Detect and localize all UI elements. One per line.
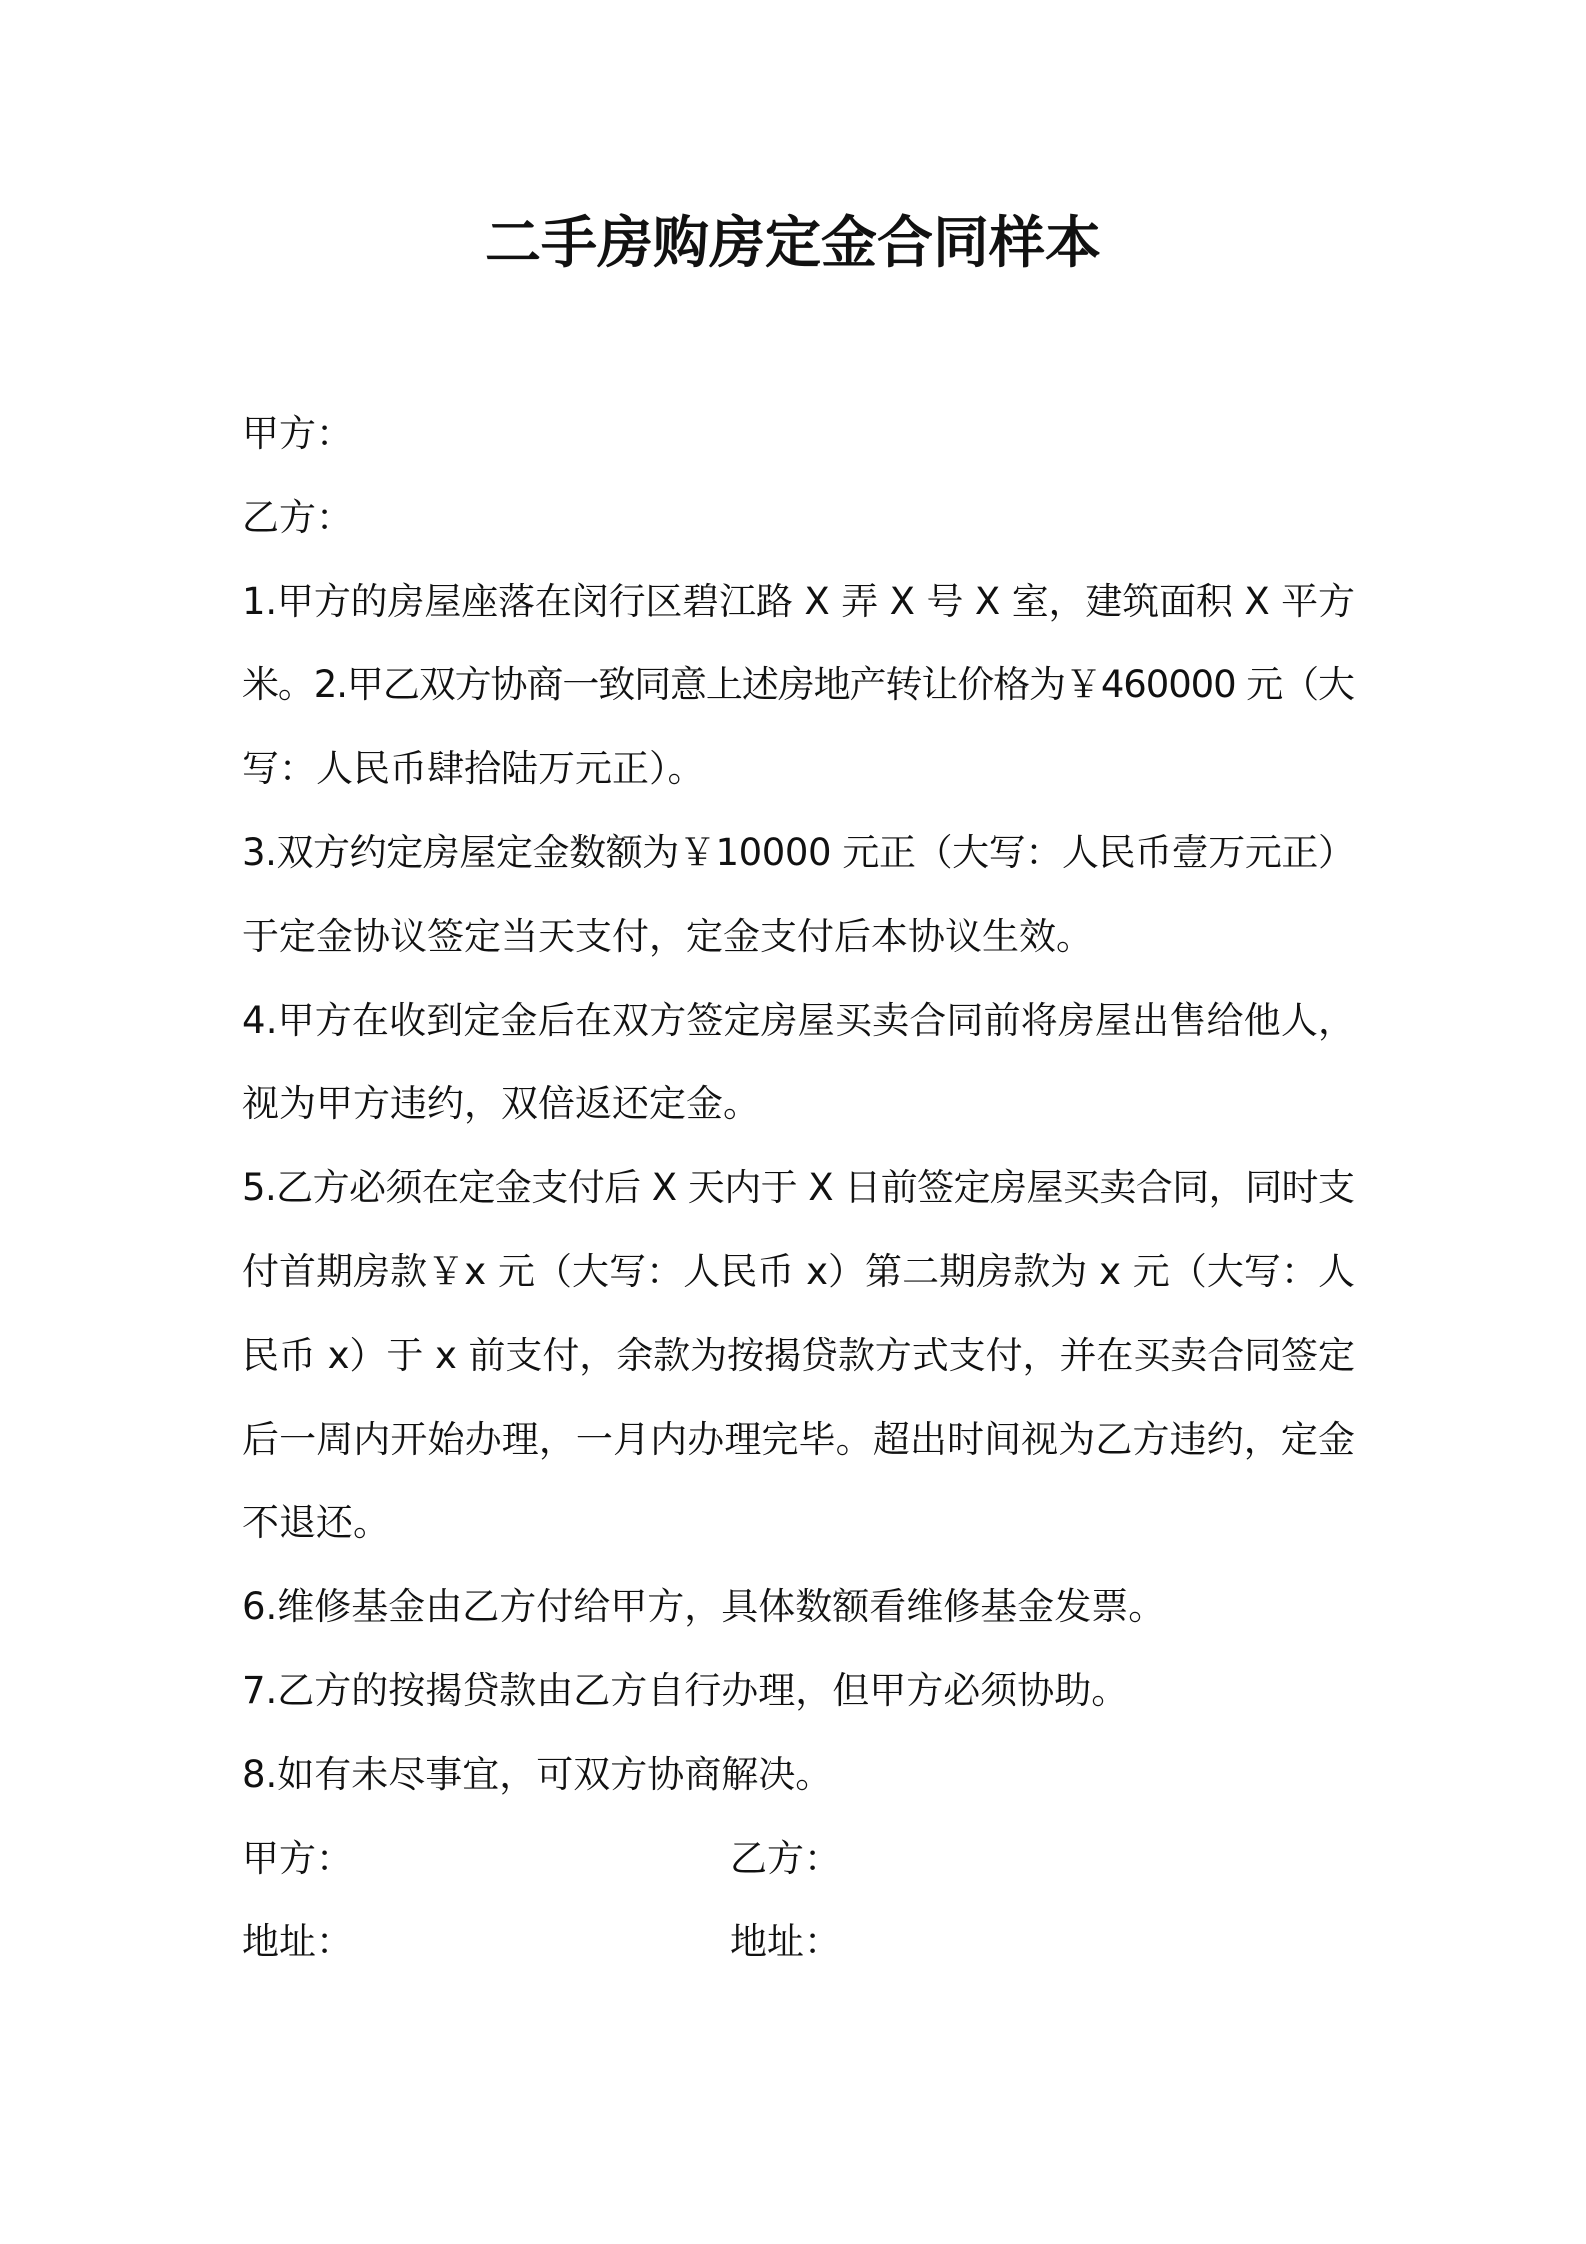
clause-line: 5.乙方必须在定金支付后 X 天内于 X 日前签定房屋买卖合同，同时支 xyxy=(242,1166,1355,1210)
clause-8 xyxy=(242,1733,1355,1817)
clause-line: 付首期房款￥x 元（大写：人民币 x）第二期房款为 x 元（大写：人 xyxy=(242,1249,1356,1293)
clause-line: 不退还。 xyxy=(242,1501,390,1545)
clause-line: 1.甲方的房屋座落在闵行区碧江路 X 弄 X 号 X 室，建筑面积 X 平方 xyxy=(242,579,1355,623)
clause-5 xyxy=(242,1146,1355,1565)
party-b-label: 乙方： xyxy=(242,495,353,539)
signature-row-address xyxy=(242,1900,1355,1984)
clause-line: 民币 x）于 x 前支付，余款为按揭贷款方式支付，并在买卖合同签定 xyxy=(242,1333,1355,1377)
signature-party-b: 乙方： xyxy=(730,1836,841,1880)
clause-line: 8.如有未尽事宜，可双方协商解决。 xyxy=(242,1752,833,1796)
signature-party-a: 甲方： xyxy=(242,1836,353,1880)
clause-line: 6.维修基金由乙方付给甲方，具体数额看维修基金发票。 xyxy=(242,1585,1166,1629)
signature-row-party xyxy=(242,1817,1355,1901)
clause-4 xyxy=(242,979,1355,1147)
clause-line: 4.甲方在收到定金后在双方签定房屋买卖合同前将房屋出售给他人， xyxy=(242,998,1356,1042)
clause-line: 后一周内开始办理，一月内办理完毕。超出时间视为乙方违约，定金 xyxy=(242,1417,1356,1461)
document-body xyxy=(242,392,1355,1984)
clause-line: 米。2.甲乙双方协商一致同意上述房地产转让价格为￥460000 元（大 xyxy=(242,663,1354,707)
clause-1 xyxy=(242,560,1355,811)
signature-address-a: 地址： xyxy=(242,1920,353,1964)
clause-3 xyxy=(242,811,1355,979)
clause-line: 写：人民币肆拾陆万元正）。 xyxy=(242,747,705,791)
party-a-label: 甲方： xyxy=(242,412,353,455)
signature-address-b: 地址： xyxy=(730,1920,841,1964)
clause-7 xyxy=(242,1649,1355,1733)
clause-line: 7.乙方的按揭贷款由乙方自行办理，但甲方必须协助。 xyxy=(242,1668,1129,1712)
clause-line: 3.双方约定房屋定金数额为￥10000 元正（大写：人民币壹万元正） xyxy=(242,830,1355,874)
document-title: 二手房购房定金合同样本 xyxy=(485,211,1101,276)
clause-line: 视为甲方违约，双倍返还定金。 xyxy=(242,1082,760,1126)
clause-6 xyxy=(242,1565,1355,1649)
clause-line: 于定金协议签定当天支付，定金支付后本协议生效。 xyxy=(242,914,1093,958)
